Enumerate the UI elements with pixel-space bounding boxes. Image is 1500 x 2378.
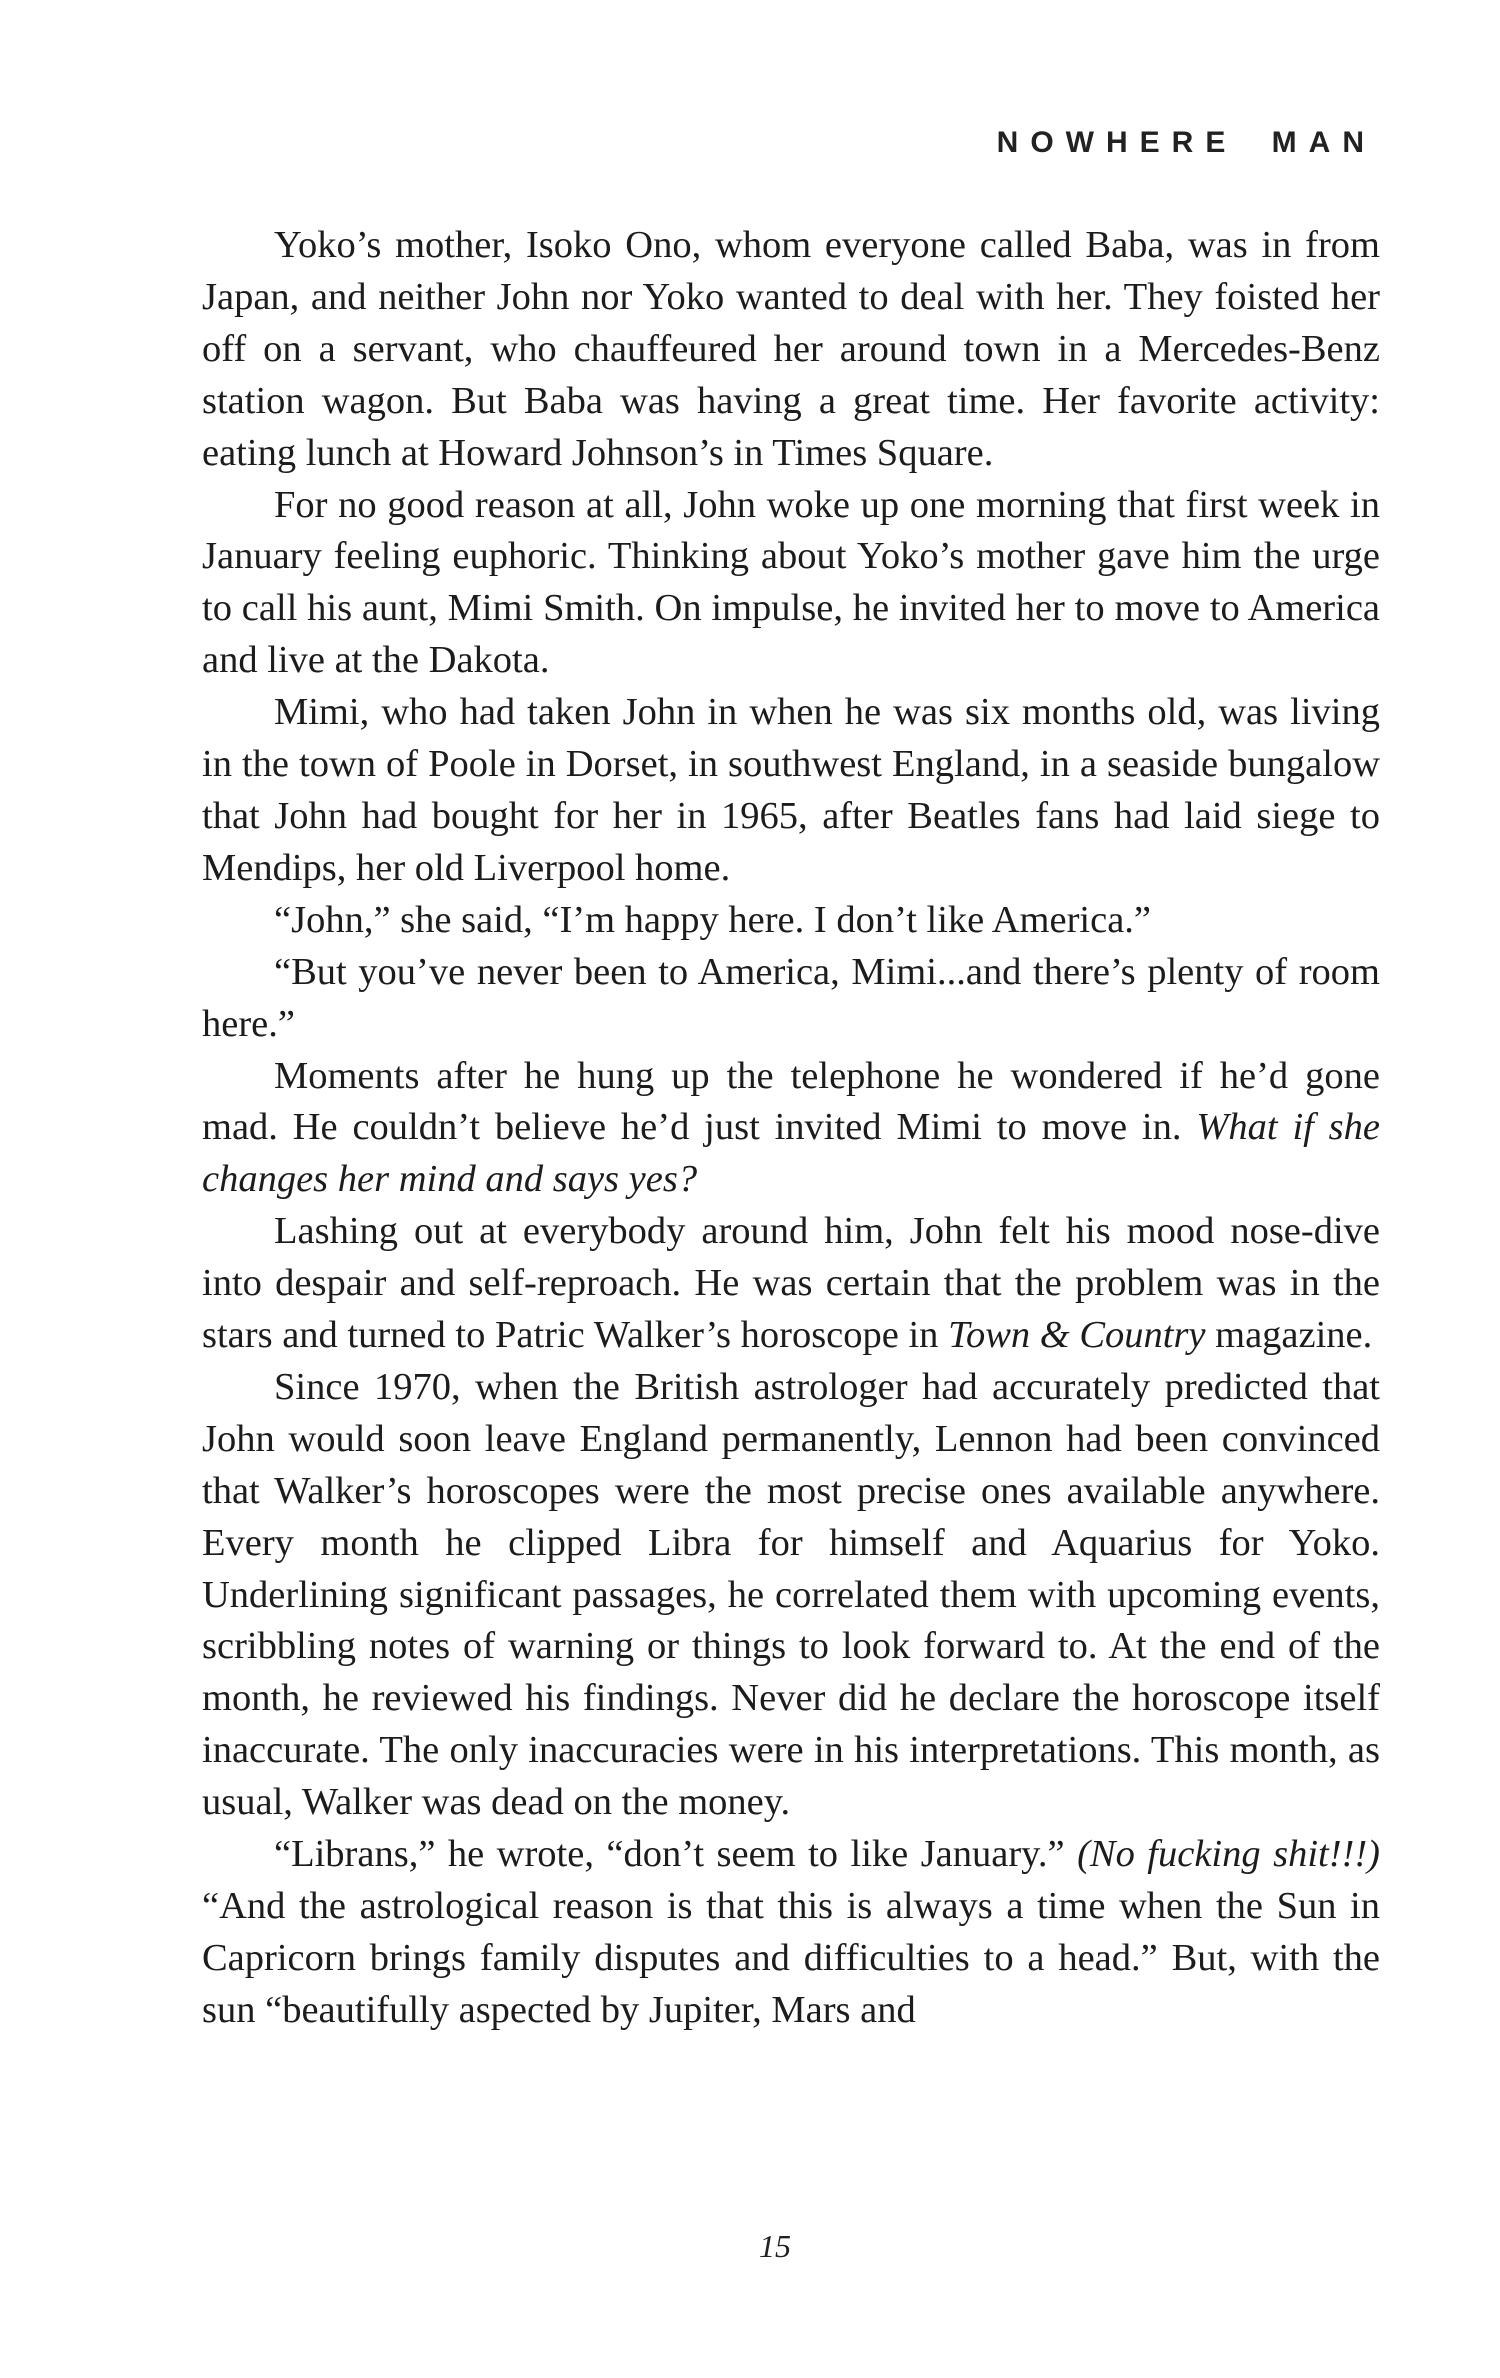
paragraph-text: “And the astrological reason is that this is always a time when the Sun in Capricorn brings family disputes and difficulties to a head.” But, with the sun “beautifully aspected by Jupiter, Mars and	[202, 1885, 1380, 2031]
paragraph-text: “Librans,” he wrote, “don’t seem to like January.”	[274, 1833, 1078, 1876]
italic-thought: What if she changes her mind and says yes?	[202, 1106, 1380, 1201]
paragraph	[202, 1206, 1380, 1362]
running-head: NOWHERE MAN	[996, 126, 1376, 159]
paragraph-text: Lashing out at everybody around him, John felt his mood nose-dive into despair and self-reproach. He was certain that the problem was in the stars and turned to Patric Walker’s horoscope in	[202, 1210, 1380, 1357]
paragraph: Yoko’s mother, Isoko Ono, whom everyone called Baba, was in from Japan, and neither John nor Yoko wanted to deal with her. They foisted her off on a servant, who chauffeured her around town in a Mercedes-Benz station wagon. But Baba was having a great time. Her favorite activity: eating lunch at Howard Johnson’s in Times Square.	[202, 224, 1380, 474]
paragraph	[202, 1829, 1380, 2037]
paragraph-text: magazine.	[1205, 1314, 1373, 1357]
magazine-title: Town & Country	[948, 1314, 1206, 1357]
paragraph: Since 1970, when the British astrologer had accurately predicted that John would soon leave England permanently, Lennon had been convinced that Walker’s horoscopes were the most precise ones available anywhere. Every month he clipped Libra for himself and Aquarius for Yoko. Underlining significant passages, he correlated them with upcoming events, scribbling notes of warning or things to look forward to. At the end of the month, he reviewed his findings. Never did he declare the horoscope itself inaccurate. The only inaccuracies were in his interpretations. This month, as usual, Walker was dead on the money.	[202, 1365, 1380, 1824]
italic-aside: (No fucking shit!!!)	[1077, 1833, 1380, 1876]
paragraph: Mimi, who had taken John in when he was six months old, was living in the town of Poole in Dorset, in southwest England, in a seaside bungalow that John had bought for her in 1965, after Beatles fans had laid siege to Mendips, her old Liverpool home.	[202, 691, 1380, 889]
paragraph-text: Moments after he hung up the telephone he wondered if he’d gone mad. He couldn’t believe he’d just invited Mimi to move in.	[202, 1054, 1380, 1149]
paragraph	[202, 1051, 1380, 1207]
paragraph: “John,” she said, “I’m happy here. I don’t like America.”	[274, 898, 1152, 941]
paragraph: For no good reason at all, John woke up one morning that first week in January feeling euphoric. Thinking about Yoko’s mother gave him the urge to call his aunt, Mimi Smith. On impulse, he invited her to move to America and live at the Dakota.	[202, 483, 1380, 682]
body-text	[202, 220, 1380, 2037]
page-number: 15	[759, 2228, 791, 2264]
paragraph: “But you’ve never been to America, Mimi...and there’s plenty of room here.”	[202, 950, 1380, 1045]
